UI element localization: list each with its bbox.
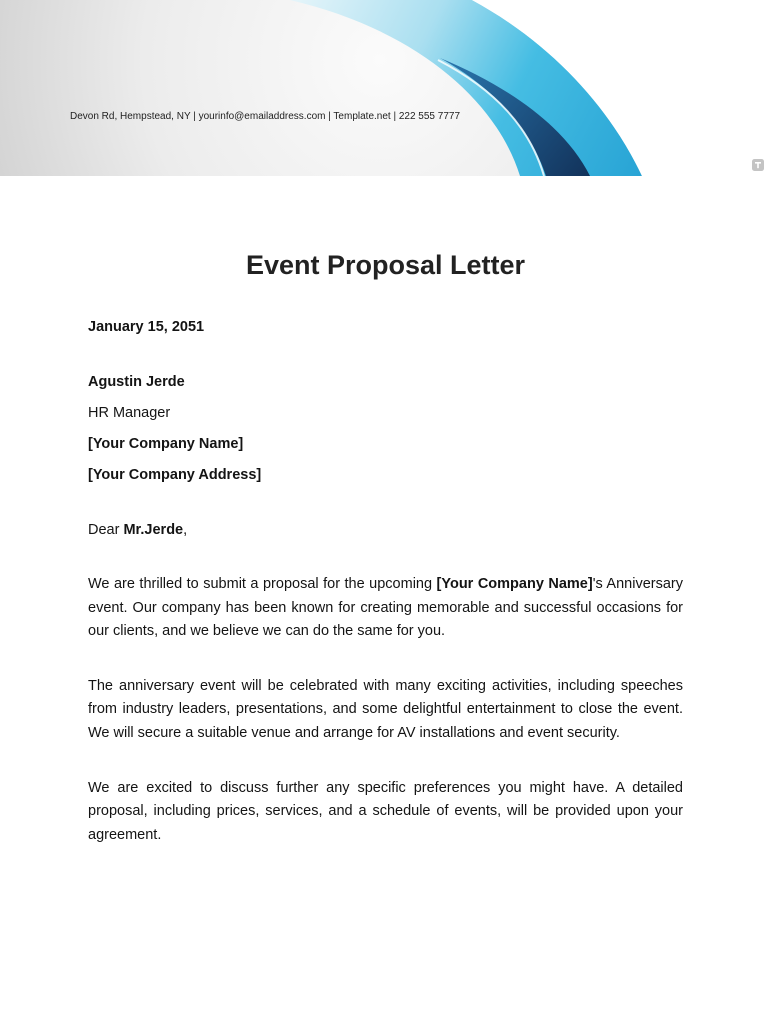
paragraph-text: 's Anniversary event. Our company has been known for creating memorable and successful occasions for our clients, and we believe we can do the same for you.	[88, 576, 683, 640]
paragraph-text: The anniversary event will be celebrated with many exciting activities, including speeches from industry leaders, presentations, and some delightful entertainment to close the event. We will secure a suitable venue and arrange for AV installations and event security.	[88, 677, 683, 741]
salutation-greeting: Dear	[88, 522, 124, 538]
recipient-name: Agustin Jerde	[88, 374, 185, 390]
paragraph-text: We are thrilled to submit a proposal for the upcoming	[88, 576, 437, 592]
body-paragraph-1	[88, 573, 683, 644]
letter-title: Event Proposal Letter	[245, 250, 526, 280]
template-logo-icon	[752, 159, 764, 171]
recipient-block	[88, 370, 683, 487]
header-swoosh-graphic	[0, 0, 768, 176]
company-name-placeholder: [Your Company Name]	[436, 576, 593, 592]
letter-body	[88, 248, 683, 847]
paragraph-text: We are excited to discuss further any specific preferences you might have. A detailed proposal, including prices, services, and a schedule of events, will be provided upon your agreement.	[88, 779, 683, 843]
recipient-company: [Your Company Name]	[88, 436, 244, 452]
body-paragraph-3	[88, 777, 683, 848]
salutation-punctuation: ,	[183, 522, 188, 538]
recipient-position: HR Manager	[88, 405, 171, 421]
body-paragraph-2	[88, 675, 683, 746]
letter-date: January 15, 2051	[88, 319, 205, 335]
salutation-name: Mr.Jerde	[123, 522, 184, 538]
contact-info: Devon Rd, Hempstead, NY | yourinfo@emailaddress.com | Template.net | 222 555 7777	[70, 111, 461, 122]
header-banner	[0, 0, 768, 176]
salutation	[88, 518, 683, 542]
recipient-address: [Your Company Address]	[88, 467, 262, 483]
